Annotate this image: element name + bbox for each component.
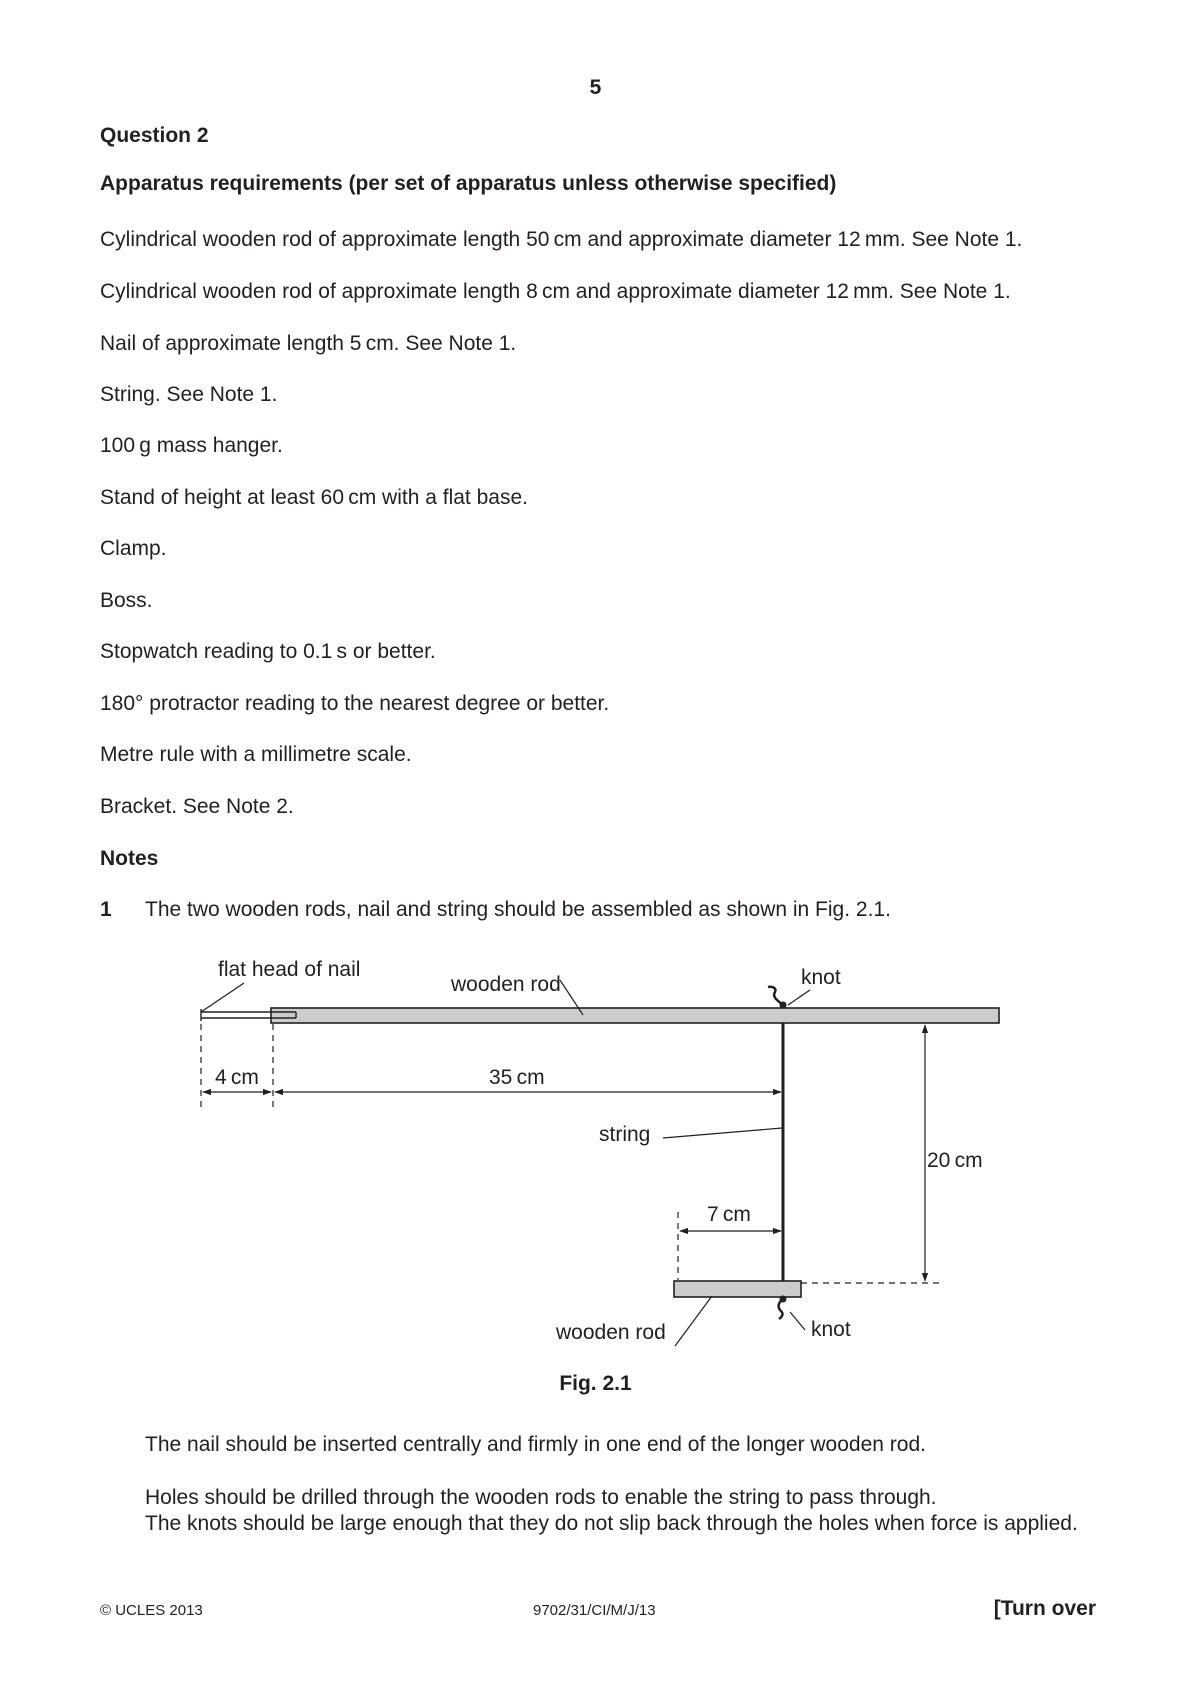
- apparatus-item: Cylindrical wooden rod of approximate length 8 cm and approximate diameter 12 mm. See Note 1.: [100, 280, 1011, 303]
- question-heading: Question 2: [100, 124, 209, 147]
- label-35cm: 35 cm: [489, 1066, 545, 1089]
- label-long-wooden-rod: wooden rod: [451, 973, 561, 996]
- apparatus-item: Bracket. See Note 2.: [100, 795, 294, 818]
- note-number: 1: [100, 898, 112, 921]
- extension-lines: [201, 1024, 940, 1283]
- apparatus-item: String. See Note 1.: [100, 383, 278, 406]
- label-4cm: 4 cm: [215, 1066, 259, 1089]
- label-string: string: [599, 1123, 651, 1146]
- short-wooden-rod: [674, 1281, 801, 1297]
- knot-top-icon: [768, 987, 787, 1009]
- apparatus-item: Metre rule with a millimetre scale.: [100, 743, 412, 766]
- apparatus-item: Cylindrical wooden rod of approximate length 50 cm and approximate diameter 12 mm. See Note 1.: [100, 228, 1023, 251]
- footer-code: 9702/31/CI/M/J/13: [533, 1602, 656, 1619]
- paragraph-holes: Holes should be drilled through the wooden rods to enable the string to pass through.: [145, 1486, 937, 1509]
- apparatus-item: Stand of height at least 60 cm with a flat base.: [100, 486, 528, 509]
- apparatus-item: Clamp.: [100, 537, 167, 560]
- long-wooden-rod: [271, 1008, 999, 1023]
- knot-bottom-icon: [779, 1296, 787, 1320]
- apparatus-item: 180° protractor reading to the nearest degree or better.: [100, 692, 610, 715]
- paragraph-nail: The nail should be inserted centrally and firmly in one end of the longer wooden rod.: [145, 1433, 926, 1456]
- notes-heading: Notes: [100, 847, 159, 870]
- apparatus-item: Stopwatch reading to 0.1 s or better.: [100, 640, 436, 663]
- footer-copyright: © UCLES 2013: [100, 1602, 203, 1619]
- turn-over: [Turn over: [993, 1597, 1096, 1620]
- apparatus-item: 100 g mass hanger.: [100, 434, 283, 457]
- label-short-wooden-rod: wooden rod: [556, 1321, 666, 1344]
- label-flat-head-of-nail: flat head of nail: [218, 958, 361, 981]
- apparatus-heading: Apparatus requirements (per set of apparatus unless otherwise specified): [100, 172, 837, 195]
- label-knot-bottom: knot: [811, 1318, 851, 1341]
- apparatus-item: Nail of approximate length 5 cm. See Note 1.: [100, 332, 517, 355]
- label-knot-top: knot: [801, 966, 841, 989]
- page-number: 5: [589, 76, 602, 99]
- figure-caption: Fig. 2.1: [559, 1372, 632, 1395]
- label-20cm: 20 cm: [927, 1149, 983, 1172]
- paragraph-knots: The knots should be large enough that they do not slip back through the holes when force is applied.: [145, 1512, 1078, 1535]
- apparatus-item: Boss.: [100, 589, 153, 612]
- note-text: The two wooden rods, nail and string should be assembled as shown in Fig. 2.1.: [145, 898, 891, 921]
- label-7cm: 7 cm: [707, 1203, 751, 1226]
